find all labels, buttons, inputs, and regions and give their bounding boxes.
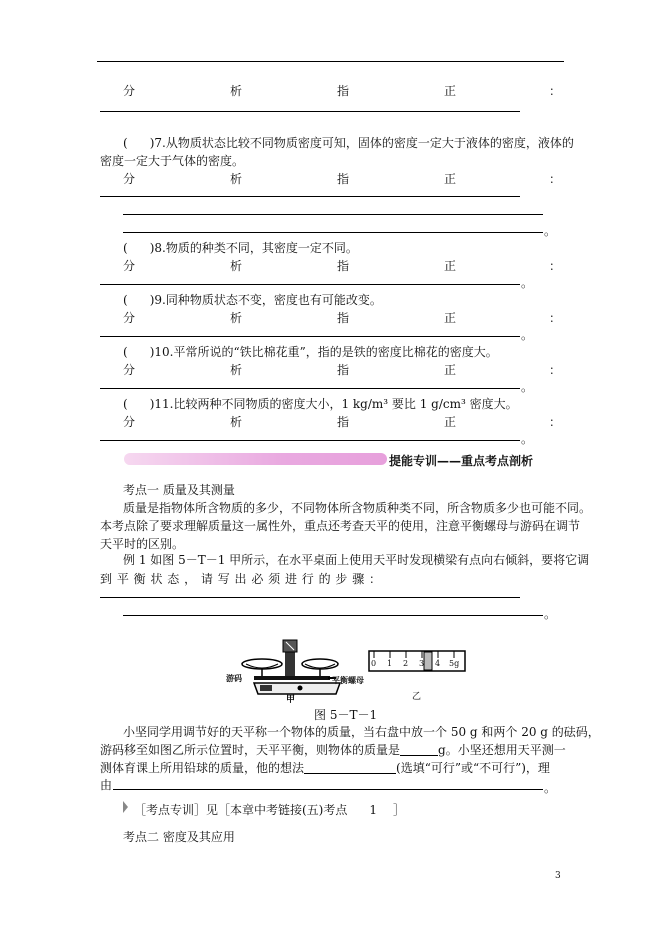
ruler-tick-label: 0 [371, 659, 377, 668]
special-training-text: ［考点专训］见［本章中考链接(五)考点 [134, 803, 348, 817]
page-number: 3 [555, 871, 561, 881]
question-line: 由 [100, 778, 113, 792]
answer-line[interactable] [100, 284, 520, 285]
analysis-char: 指 [337, 259, 350, 273]
question-text: (选填“可行”或“不可行”)，理 [396, 761, 550, 775]
question-text-cont: 密度一定大于气体的密度。 [100, 154, 245, 168]
kaodian1-para-line: 本考点除了要求理解质量这一属性外，重点还考查天平的使用，注意平衡螺母与游码在调节 [100, 519, 581, 533]
answer-line[interactable] [123, 615, 543, 616]
question-text: 9.同种物质状态不变，密度也有可能改变。 [154, 293, 382, 307]
figure-caption: 图 5－T－1 [314, 708, 378, 722]
ruler-tick-label: 4 [435, 659, 441, 668]
analysis-row [123, 170, 562, 186]
analysis-char: 正 [444, 363, 457, 377]
analysis-char: 分 [123, 415, 136, 429]
question-line [100, 741, 566, 758]
ruler-tick-label: 5g [449, 659, 460, 668]
period-mark: 。 [544, 224, 557, 238]
paren-open: ( [123, 397, 128, 411]
analysis-char: 析 [230, 415, 243, 429]
paren-open: ( [123, 345, 128, 359]
paren-close: ) [149, 397, 155, 411]
balance-figure [240, 636, 370, 704]
header-rule [97, 61, 564, 62]
analysis-char: 分 [123, 84, 136, 98]
kaodian2-title: 考点二 密度及其应用 [123, 830, 235, 844]
question-line: 小坚同学用调节好的天平称一个物体的质量，当右盘中放一个 50 g 和两个 20 g 的砝码， [123, 725, 600, 739]
period-mark: 。 [544, 607, 557, 621]
analysis-row [123, 361, 562, 377]
kaodian1-para-line: 天平时的区别。 [100, 537, 185, 551]
answer-line[interactable] [123, 214, 543, 215]
example-line: 例 1 如图 5－T－1 甲所示，在水平桌面上使用天平时发现横梁有点向右倾斜，要将它调 [123, 553, 590, 567]
analysis-char: ： [549, 259, 562, 273]
kaodian1-para-line: 质量是指物体所含物质的多少，不同物体所含物质种类不同，所含物质多少也可能不同。 [123, 501, 592, 515]
question-text: 11.比较两种不同物质的密度大小，1 kg/m³ 要比 1 g/cm³ 密度大。 [154, 397, 518, 411]
analysis-char: 正 [444, 415, 457, 429]
question-line [100, 759, 550, 776]
analysis-char: 正 [444, 311, 457, 325]
label-jia: 甲 [286, 695, 296, 705]
analysis-char: 分 [123, 172, 136, 186]
answer-line[interactable] [100, 440, 520, 441]
special-training-num: 1 [369, 803, 378, 817]
analysis-char: 指 [337, 415, 350, 429]
question-text: 7.从物质状态比较不同物质密度可知，固体的密度一定大于液体的密度，液体的 [154, 136, 574, 150]
analysis-char: 析 [230, 311, 243, 325]
analysis-row [123, 309, 562, 325]
bullet-arrow-icon [123, 801, 128, 813]
label-pingheng: 平衡螺母 [332, 676, 364, 685]
mass-answer-blank[interactable] [400, 743, 438, 756]
paren-close: ) [149, 136, 155, 150]
special-training-close: ］ [393, 803, 406, 817]
ruler-tick-label: 1 [387, 659, 393, 668]
answer-line[interactable] [100, 196, 520, 197]
period-mark: 。 [521, 328, 534, 342]
period-mark: 。 [544, 781, 557, 795]
question-text: g。小坚还想用天平测一 [438, 743, 566, 757]
analysis-char: 析 [230, 172, 243, 186]
answer-line[interactable] [100, 111, 520, 112]
analysis-char: 正 [444, 172, 457, 186]
period-mark: 。 [521, 432, 534, 446]
analysis-char: 分 [123, 363, 136, 377]
analysis-char: 指 [337, 84, 350, 98]
question-item-7 [123, 134, 574, 151]
analysis-char: 指 [337, 311, 350, 325]
feasibility-answer-blank[interactable] [304, 761, 396, 774]
analysis-char: ： [549, 172, 562, 186]
analysis-char: 指 [337, 363, 350, 377]
analysis-char: 分 [123, 311, 136, 325]
analysis-row [123, 82, 562, 98]
analysis-char: 分 [123, 259, 136, 273]
special-training-ref[interactable] [134, 801, 405, 818]
kaodian1-title: 考点一 质量及其测量 [123, 483, 235, 497]
question-item-9 [123, 291, 382, 308]
paren-close: ) [149, 293, 155, 307]
example-line: 到 平 衡 状 态 ， 请 写 出 必 须 进 行 的 步 骤 ： [100, 572, 382, 586]
paren-close: ) [149, 345, 155, 359]
figure-balance-and-ruler [226, 636, 470, 705]
analysis-char: 析 [230, 363, 243, 377]
period-mark: 。 [521, 276, 534, 290]
analysis-char: 正 [444, 259, 457, 273]
section-banner-bar [124, 453, 387, 465]
ruler-tick-label: 2 [403, 659, 409, 668]
ruler-tick-label: 3 [419, 659, 425, 668]
question-item-10 [123, 343, 498, 360]
analysis-char: ： [549, 363, 562, 377]
analysis-char: 指 [337, 172, 350, 186]
period-mark: 。 [521, 380, 534, 394]
paren-close: ) [149, 241, 155, 255]
answer-line[interactable] [100, 597, 520, 598]
answer-line[interactable] [100, 336, 520, 337]
answer-line[interactable] [123, 232, 543, 233]
analysis-char: ： [549, 415, 562, 429]
label-yi: 乙 [412, 692, 422, 702]
answer-line[interactable] [100, 388, 520, 389]
paren-open: ( [123, 241, 128, 255]
question-text: 游码移至如图乙所示位置时，天平平衡，则物体的质量是 [100, 743, 401, 757]
analysis-char: 析 [230, 84, 243, 98]
question-item-11 [123, 395, 518, 412]
question-text: 测体育课上所用铅球的质量，他的想法 [100, 761, 305, 775]
question-text: 8.物质的种类不同，其密度一定不同。 [154, 241, 358, 255]
analysis-char: 析 [230, 259, 243, 273]
label-youma: 游码 [226, 674, 242, 683]
answer-line[interactable] [113, 789, 543, 790]
paren-open: ( [123, 136, 128, 150]
analysis-row [123, 413, 562, 429]
paren-open: ( [123, 293, 128, 307]
question-text: 10.平常所说的“铁比棉花重”，指的是铁的密度比棉花的密度大。 [154, 345, 498, 359]
question-item-8 [123, 239, 358, 256]
analysis-row [123, 257, 562, 273]
analysis-char: ： [549, 84, 562, 98]
analysis-char: 正 [444, 84, 457, 98]
section-banner-title: 提能专训——重点考点剖析 [389, 454, 534, 468]
analysis-char: ： [549, 311, 562, 325]
